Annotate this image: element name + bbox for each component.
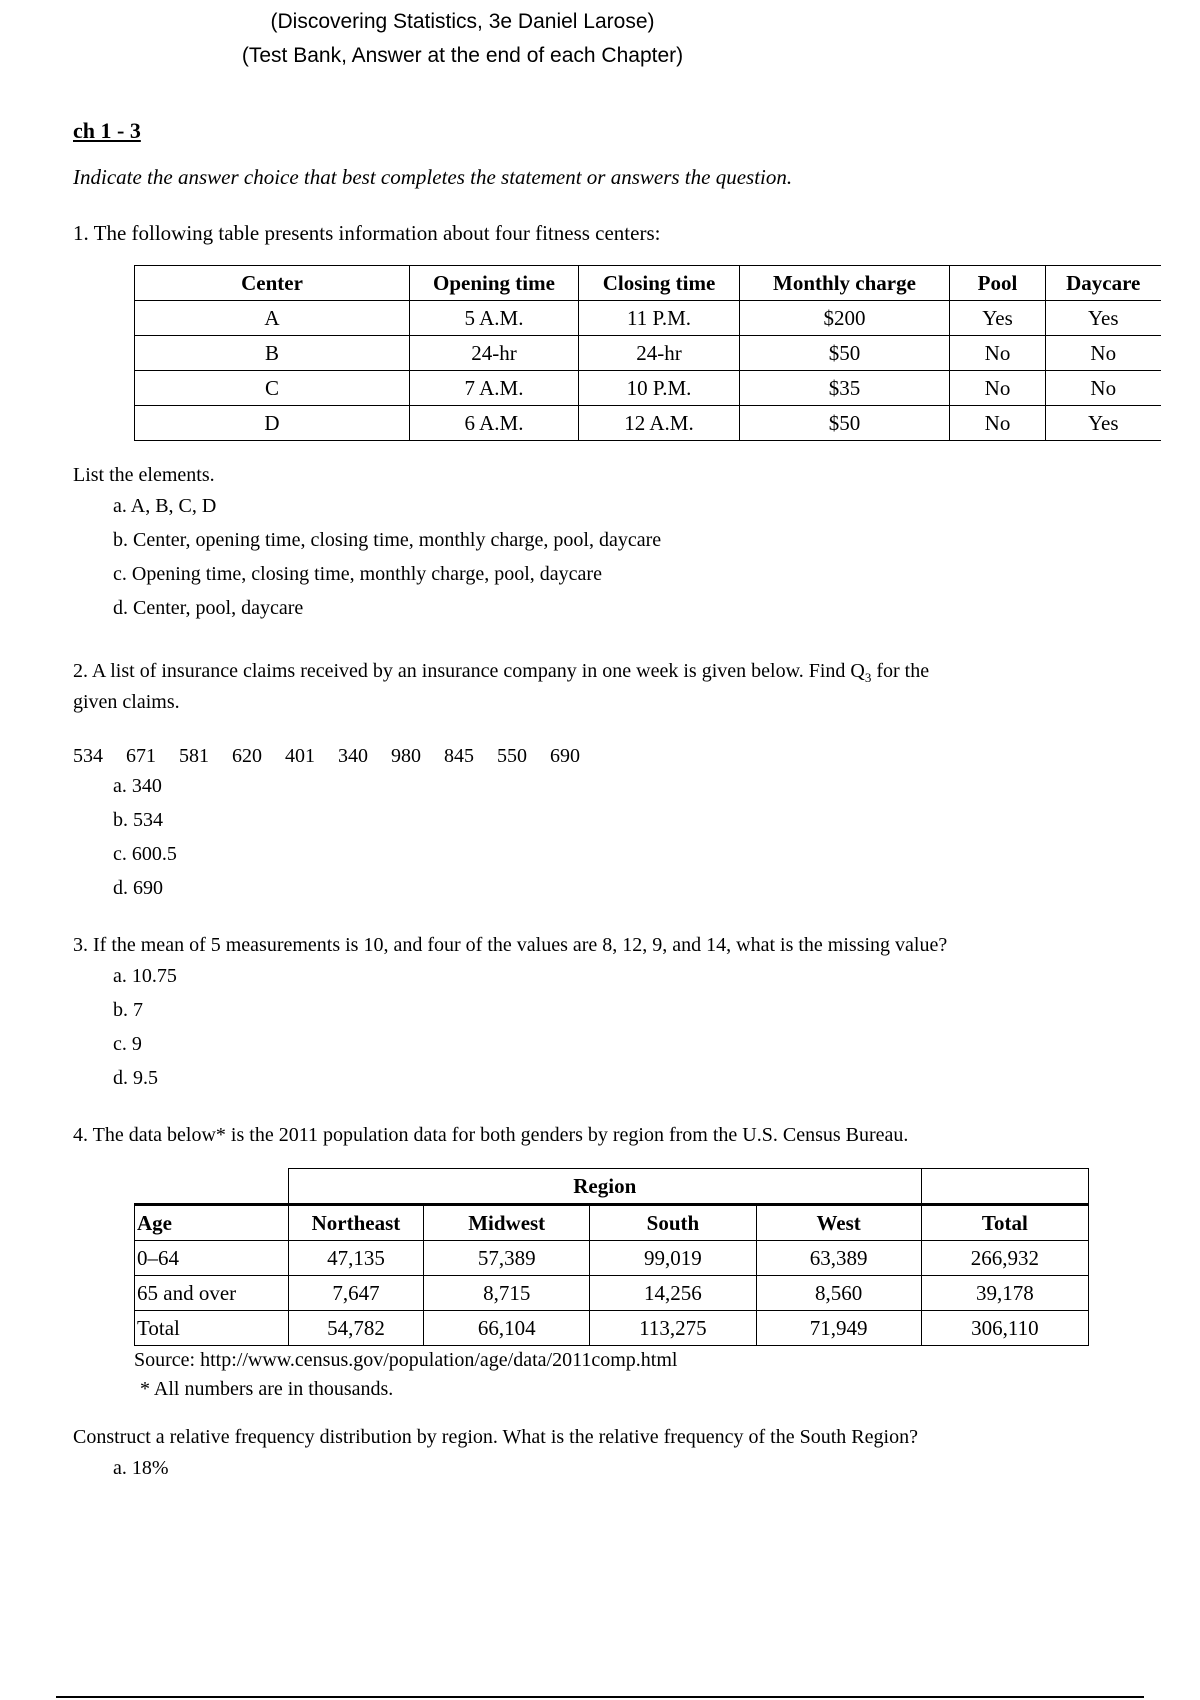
population-table: [134, 1168, 1089, 1346]
table-cell: 0–64: [135, 1241, 289, 1276]
q4-footnote: * All numbers are in thousands.: [140, 1378, 394, 1400]
table-cell: $50: [740, 406, 950, 441]
q2-option-a: a. 340: [113, 775, 162, 797]
table-cell: 10 P.M.: [579, 371, 740, 406]
table-cell: No: [950, 371, 1046, 406]
table-cell: Yes: [950, 301, 1046, 336]
table-cell: 66,104: [424, 1311, 590, 1346]
table-cell: 71,949: [756, 1311, 921, 1346]
table-cell: 306,110: [921, 1311, 1088, 1346]
claim-value: 581: [179, 745, 209, 767]
table-cell: $50: [740, 336, 950, 371]
q1-prompt: 1. The following table presents information about four fitness centers:: [73, 221, 661, 245]
q3-option-d: d. 9.5: [113, 1067, 158, 1089]
header-line-2: (Test Bank, Answer at the end of each Chapter): [241, 44, 684, 67]
table-cell: 24-hr: [410, 336, 579, 371]
column-header: Pool: [950, 266, 1046, 301]
table-cell: 14,256: [590, 1276, 756, 1311]
column-header: Closing time: [579, 266, 740, 301]
table-row: [135, 301, 1161, 336]
claim-value: 340: [338, 745, 368, 767]
table-cell: 113,275: [590, 1311, 756, 1346]
blank-cell: [135, 1169, 289, 1205]
table-cell: 7,647: [288, 1276, 423, 1311]
table-cell: No: [950, 336, 1046, 371]
table-cell: $35: [740, 371, 950, 406]
table-header-row: [135, 1205, 1089, 1241]
table-cell: 8,715: [424, 1276, 590, 1311]
table-row: [135, 1276, 1089, 1311]
instructions: Indicate the answer choice that best completes the statement or answers the question.: [73, 165, 793, 189]
q2-prompt-line-1: [73, 660, 929, 686]
chapter-heading: ch 1 - 3: [73, 118, 141, 143]
q4-question: Construct a relative frequency distribution by region. What is the relative frequency of the South Region?: [73, 1426, 918, 1448]
q1-question: List the elements.: [73, 464, 215, 486]
column-header: Daycare: [1046, 266, 1161, 301]
page-bottom-rule: [56, 1696, 1144, 1698]
q2-option-c: c. 600.5: [113, 843, 177, 865]
q3-option-a: a. 10.75: [113, 965, 177, 987]
table-cell: Yes: [1046, 301, 1161, 336]
column-header: Total: [921, 1205, 1088, 1241]
column-header: Age: [135, 1205, 289, 1241]
table-cell: 99,019: [590, 1241, 756, 1276]
table-cell: $200: [740, 301, 950, 336]
column-header: Opening time: [410, 266, 579, 301]
table-cell: D: [135, 406, 410, 441]
claim-value: 620: [232, 745, 262, 767]
q4-prompt: 4. The data below* is the 2011 population data for both genders by region from the U.S. Census Bureau.: [73, 1124, 909, 1146]
column-header: South: [590, 1205, 756, 1241]
q1-option-a: a. A, B, C, D: [113, 495, 217, 517]
table-header-row: [135, 266, 1161, 301]
table-cell: 7 A.M.: [410, 371, 579, 406]
claim-value: 845: [444, 745, 474, 767]
table-cell: 57,389: [424, 1241, 590, 1276]
table-cell: 266,932: [921, 1241, 1088, 1276]
table-cell: 65 and over: [135, 1276, 289, 1311]
q3-option-b: b. 7: [113, 999, 143, 1021]
claim-value: 534: [73, 745, 103, 767]
q1-option-c: c. Opening time, closing time, monthly charge, pool, daycare: [113, 563, 602, 585]
table-cell: 39,178: [921, 1276, 1088, 1311]
table-cell: No: [950, 406, 1046, 441]
q4-source: Source: http://www.census.gov/population/age/data/2011comp.html: [134, 1349, 678, 1371]
table-cell: No: [1046, 371, 1161, 406]
table-row: [135, 1311, 1089, 1346]
table-row: [135, 371, 1161, 406]
q2-prompt-pre: 2. A list of insurance claims received by an insurance company in one week is given below. Find Q: [73, 660, 865, 682]
table-row: [135, 1241, 1089, 1276]
q1-option-b: b. Center, opening time, closing time, monthly charge, pool, daycare: [113, 529, 662, 551]
table-cell: 24-hr: [579, 336, 740, 371]
claims-list: [73, 745, 580, 768]
column-header: West: [756, 1205, 921, 1241]
table-row: [135, 406, 1161, 441]
table-cell: 12 A.M.: [579, 406, 740, 441]
table-cell: 63,389: [756, 1241, 921, 1276]
q2-prompt-sub: 3: [864, 670, 872, 685]
q4-option-a: a. 18%: [113, 1457, 169, 1479]
table-cell: Total: [135, 1311, 289, 1346]
claim-value: 980: [391, 745, 421, 767]
table-cell: C: [135, 371, 410, 406]
q2-prompt-line-2: given claims.: [73, 691, 180, 713]
claim-value: 671: [126, 745, 156, 767]
table-cell: No: [1046, 336, 1161, 371]
table-cell: 6 A.M.: [410, 406, 579, 441]
header-line-1: (Discovering Statistics, 3e Daniel Larose): [270, 10, 655, 33]
column-header: Center: [135, 266, 410, 301]
table-cell: 5 A.M.: [410, 301, 579, 336]
q2-option-d: d. 690: [113, 877, 163, 899]
claim-value: 401: [285, 745, 315, 767]
q2-prompt-post: for the: [871, 660, 930, 682]
table-cell: 8,560: [756, 1276, 921, 1311]
table-row: [135, 336, 1161, 371]
table-cell: 47,135: [288, 1241, 423, 1276]
table-cell: 11 P.M.: [579, 301, 740, 336]
fitness-centers-table: [134, 265, 1161, 441]
claim-value: 550: [497, 745, 527, 767]
column-header: Monthly charge: [740, 266, 950, 301]
table-cell: A: [135, 301, 410, 336]
region-group-header: Region: [288, 1169, 921, 1205]
q3-option-c: c. 9: [113, 1033, 142, 1055]
q2-option-b: b. 534: [113, 809, 163, 831]
table-cell: Yes: [1046, 406, 1161, 441]
claim-value: 690: [550, 745, 580, 767]
column-header: Midwest: [424, 1205, 590, 1241]
table-cell: B: [135, 336, 410, 371]
group-header-row: [135, 1169, 1089, 1205]
column-header: Northeast: [288, 1205, 423, 1241]
q3-prompt: 3. If the mean of 5 measurements is 10, and four of the values are 8, 12, 9, and 14, what is the missing value?: [73, 934, 948, 956]
q1-option-d: d. Center, pool, daycare: [113, 597, 304, 619]
table-cell: 54,782: [288, 1311, 423, 1346]
blank-cell: [921, 1169, 1088, 1205]
